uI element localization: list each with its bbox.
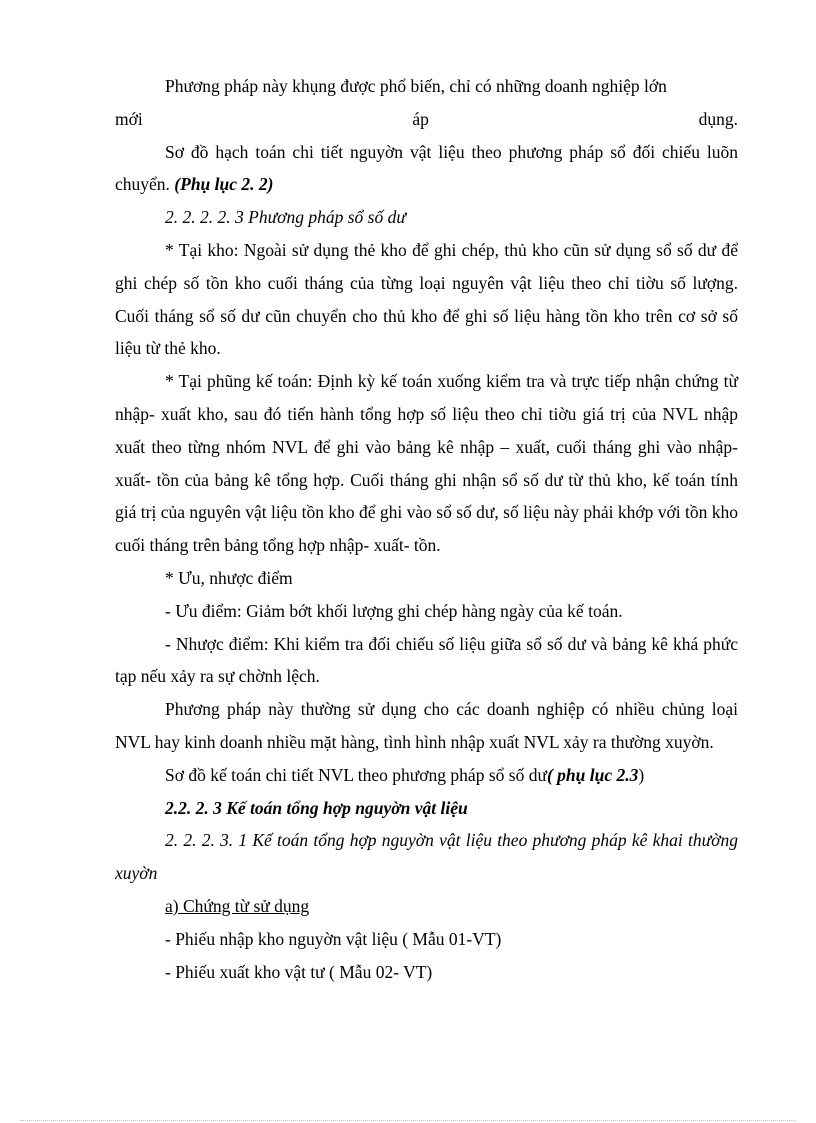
diagram-text-2: Sơ đồ kế toán chi tiết NVL theo phương pháp sổ số dư [165,764,547,785]
word-moi: mới [115,108,143,129]
document-page [115,70,738,988]
disadvantages-item: - Nhược điểm: Khi kiểm tra đối chiếu số liệu giữa sổ số dư và bảng kê khá phức tạp nếu xảy ra sự chờnh lệch. [115,633,738,687]
diagram-text: Sơ đồ hạch toán chi tiết nguyờn vật liệu theo phương pháp sổ đối chiếu luõn chuyển. [115,141,738,195]
paragraph-method-intro: Phương pháp này khụng được phổ biến, chỉ có những doanh nghiệp lớn [165,76,667,96]
paragraph-diagram-reference-2 [115,759,738,792]
appendix-reference-2-3: ( phụ lục 2.3 [546,764,639,785]
paragraph-usage: Phương pháp này thường sử dụng cho các doanh nghiệp có nhiều chủng loại NVL hay kinh doanh nhiều mặt hàng, tình hình nhập xuất NVL xảy ra thường xuyờn. [115,699,738,752]
paragraph-accounting-dept: * Tại phũng kế toán: Định kỳ kế toán xuống kiểm tra và trực tiếp nhận chứng từ nhập- xuất kho, sau đó tiến hành tổng hợp số liệu theo chỉ tiờu giá trị của NVL nhập xuất theo từng nhóm NVL để ghi vào bảng kê nhập – xuất, cuối tháng ghi vào nhập- xuất- tồn của bảng kê tổng hợp. Cuối tháng ghi nhận sổ số dư từ thủ kho, kế toán tính giá trị của nguyên vật liệu tồn kho để ghi vào sổ số dư, số liệu này phải khớp với tồn kho cuối tháng trên bảng tổng hợp nhập- xuất- tồn. [115,371,738,556]
list-item-receipt-note: - Phiếu nhập kho nguyờn vật liệu ( Mẫu 01-VT) [165,928,502,949]
paragraph-warehouse: * Tại kho: Ngoài sử dụng thẻ kho để ghi chép, thủ kho cũn sử dụng sổ số dư để ghi chép số tồn kho cuối tháng của từng loại nguyên vật liệu theo chỉ tiờu số lượng. Cuối tháng sổ số dư cũn chuyển cho thủ kho để ghi số liệu hàng tồn kho trên cơ sở số liệu từ thẻ kho. [115,239,738,359]
pros-cons-heading: * Ưu, nhược điểm [165,567,293,588]
heading-2-2-2-3-1: 2. 2. 2. 3. 1 Kế toán tổng hợp nguyờn vật liệu theo phương pháp kê khai thường xuyờn [115,830,738,884]
heading-2-2-2-2-3: 2. 2. 2. 2. 3 Phương pháp sổ số dư [165,207,406,228]
list-item-issue-note: - Phiếu xuất kho vật tư ( Mẫu 02- VT) [165,961,433,982]
advantages-item: - Ưu điểm: Giảm bớt khối lượng ghi chép hàng ngày của kế toán. [165,600,623,621]
paragraph-method-intro-end [115,103,738,136]
subheading-documents-used [115,890,738,923]
word-dung: dụng. [698,108,738,129]
heading-2-2-2-3: 2.2. 2. 3 Kế toán tổng hợp nguyờn vật liệu [165,797,468,818]
appendix-reference-2-2: (Phụ lục 2. 2) [174,174,274,195]
subheading-documents-used-text: a) Chứng từ sử dụng [165,895,310,916]
paragraph-diagram-reference-1 [115,136,738,202]
page-bottom-border [20,1120,796,1121]
appendix-close-paren: ) [638,764,645,785]
word-ap: áp [412,108,429,129]
